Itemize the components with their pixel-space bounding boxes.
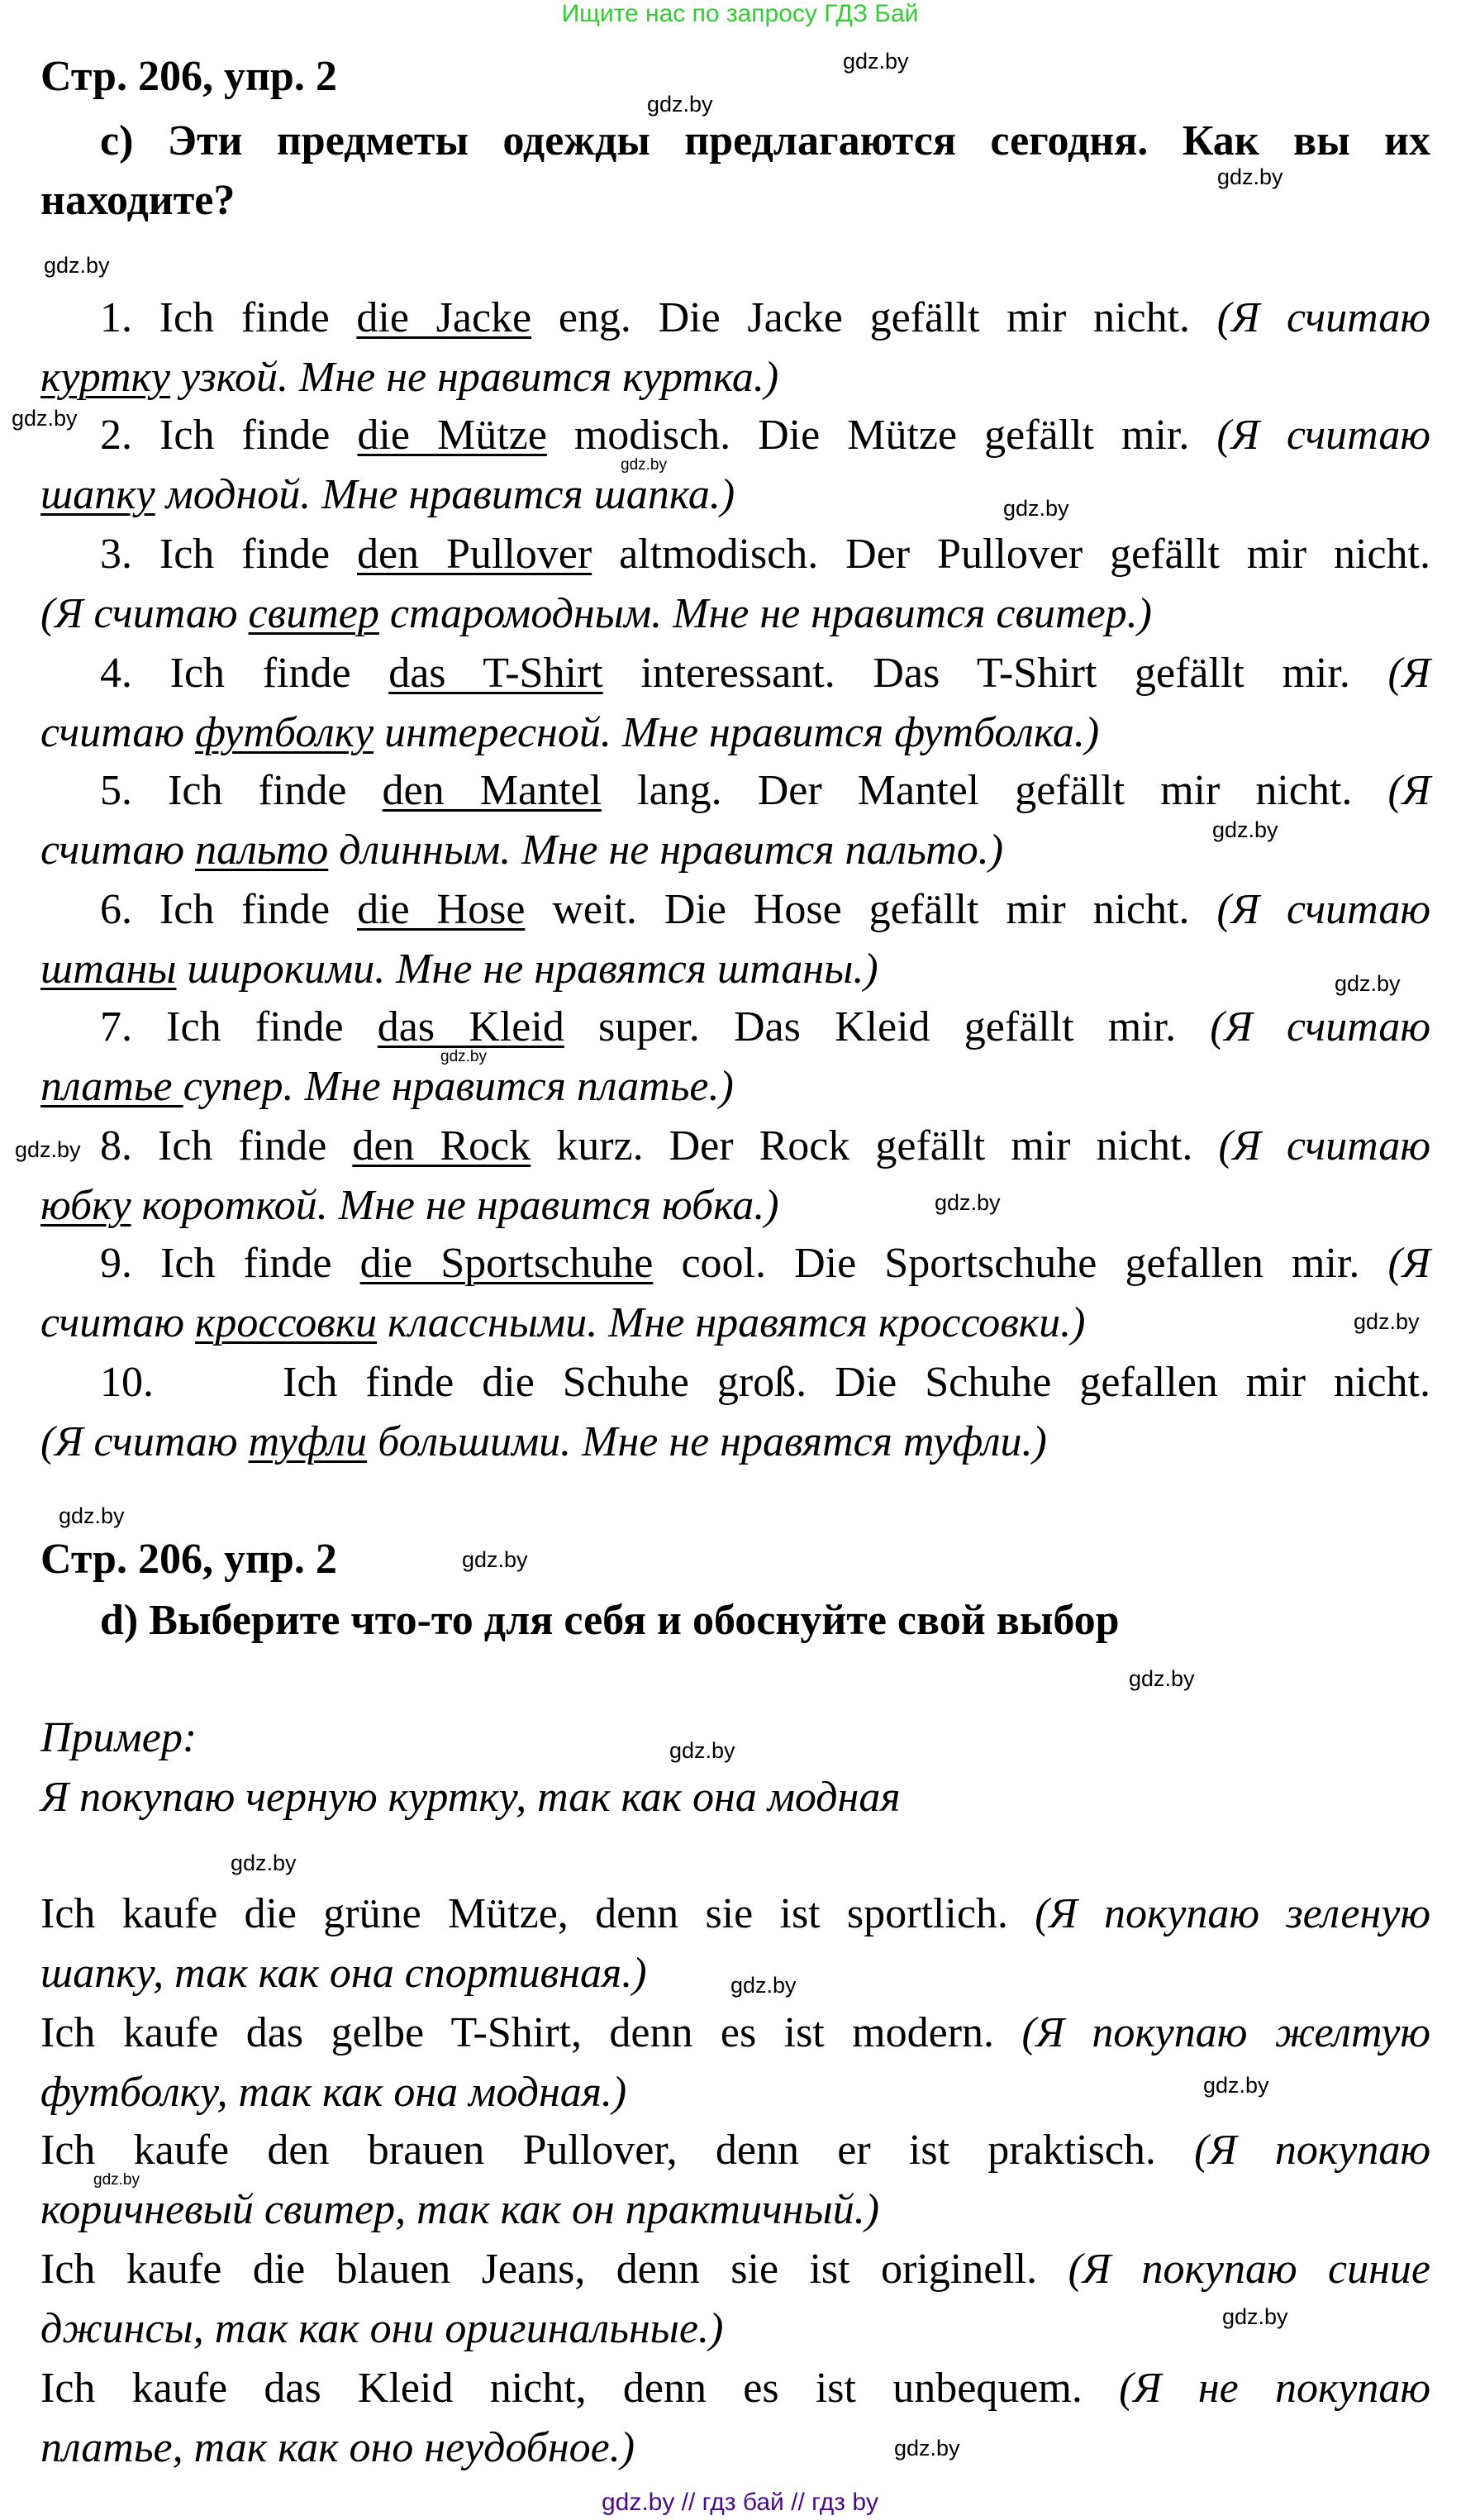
watermark: gdz.by xyxy=(1222,2304,1288,2329)
task-heading-cont: находите? xyxy=(40,177,236,224)
translation-text: (Я считаю xyxy=(1218,1122,1431,1169)
watermark: gdz.by xyxy=(935,1190,1001,1215)
text-line xyxy=(40,2129,1430,2172)
translation-text: (Я xyxy=(1387,1240,1431,1287)
underlined-word: die Sportschuhe xyxy=(359,1240,654,1287)
sentence-text: Ich kaufe den brauen Pullover, denn er ist praktisch. xyxy=(40,2127,1195,2174)
text-line xyxy=(100,652,1430,695)
translation-text: классными. Мне нравятся кроссовки.) xyxy=(377,1299,1086,1346)
sentence-text: 10. xyxy=(100,1359,154,1406)
underlined-word: юбку xyxy=(40,1182,131,1229)
search-banner[interactable]: Ищите нас по запросу ГДЗ Бай xyxy=(561,0,919,27)
sentence-text: super. Das Kleid gefällt mir. xyxy=(564,1003,1211,1050)
page-title: Стр. 206, упр. 2 xyxy=(40,53,337,100)
translation-text: узкой. Мне не нравится куртка.) xyxy=(170,354,779,401)
translation-text: (Я покупаю синие xyxy=(1068,2246,1430,2293)
text-line xyxy=(100,1003,1430,1050)
translation-text: (Я считаю xyxy=(40,1418,249,1465)
translation-text: платье, так как оно неудобное.) xyxy=(40,2424,635,2471)
sentence-text: 8. Ich finde xyxy=(100,1122,353,1169)
sentence-text: lang. Der Mantel gefällt mir nicht. xyxy=(602,767,1388,814)
sentence-text: cool. Die Sportschuhe gefallen mir. xyxy=(653,1240,1388,1287)
text-line xyxy=(100,1122,1431,1169)
text-line xyxy=(40,356,778,399)
text-line xyxy=(40,2248,1430,2291)
watermark: gdz.by xyxy=(621,456,667,474)
text-line xyxy=(40,2009,1430,2056)
sentence-text: interessant. Das T-Shirt gefällt mir. xyxy=(602,650,1388,697)
text-line xyxy=(100,769,1430,812)
footer-links[interactable]: gdz.by // гдз бай // гдз by xyxy=(601,2489,879,2516)
underlined-word: куртку xyxy=(40,354,170,401)
underlined-word: пальто xyxy=(195,827,329,874)
translation-text: считаю xyxy=(40,709,196,756)
sentence-text: 7. Ich finde xyxy=(100,1003,378,1050)
watermark: gdz.by xyxy=(843,49,909,74)
watermark: gdz.by xyxy=(59,1503,125,1528)
translation-text: (Я считаю xyxy=(40,590,249,637)
watermark: gdz.by xyxy=(12,406,78,431)
translation-text: (Я не покупаю xyxy=(1119,2365,1431,2412)
translation-text: интересной. Мне нравится футболка.) xyxy=(374,709,1100,756)
watermark: gdz.by xyxy=(93,2171,140,2189)
sentence-text: 3. Ich finde xyxy=(100,531,357,578)
watermark: gdz.by xyxy=(44,253,110,278)
translation-text: модной. Мне нравится шапка.) xyxy=(155,471,735,518)
underlined-word: die Hose xyxy=(357,886,526,933)
watermark: gdz.by xyxy=(462,1547,528,1572)
watermark: gdz.by xyxy=(647,92,713,117)
page-title-2: Стр. 206, упр. 2 xyxy=(40,1536,337,1583)
watermark: gdz.by xyxy=(669,1738,735,1763)
sentence-text: 6. Ich finde xyxy=(100,886,358,933)
underlined-word: шапку xyxy=(40,471,155,518)
sentence-text: modisch. Die Mütze gefällt mir. xyxy=(546,412,1217,459)
text-line xyxy=(40,1184,779,1227)
watermark: gdz.by xyxy=(894,2436,960,2460)
text-line xyxy=(100,1361,154,1404)
task-heading-2: d) Выберите что-то для себя и обоснуйте свой выбор xyxy=(100,1597,1120,1644)
text-line xyxy=(100,888,1430,931)
text-line xyxy=(40,1418,1047,1465)
text-line xyxy=(40,2424,635,2471)
underlined-word: кроссовки xyxy=(195,1299,378,1346)
sentence-text: kurz. Der Rock gefällt mir nicht. xyxy=(531,1122,1219,1169)
translation-text: считаю xyxy=(40,827,196,874)
watermark: gdz.by xyxy=(1212,817,1278,842)
translation-text: (Я покупаю зеленую xyxy=(1035,1890,1430,1937)
sentence-text: Ich kaufe das gelbe T-Shirt, denn es ist modern. xyxy=(40,2009,1022,2056)
translation-text: (Я считаю xyxy=(1216,294,1431,341)
watermark: gdz.by xyxy=(440,1048,487,1065)
sentence-text: 4. Ich finde xyxy=(100,650,389,697)
translation-text: старомодным. Мне не нравится свитер.) xyxy=(378,590,1152,637)
translation-text: короткой. Мне не нравится юбка.) xyxy=(131,1182,779,1229)
underlined-word: den Rock xyxy=(352,1122,531,1169)
translation-text: (Я покупаю xyxy=(1194,2127,1430,2174)
text-line xyxy=(40,2071,626,2114)
sentence-text: Ich finde die Schuhe groß. Die Schuhe gefallen mir nicht. xyxy=(283,1359,1430,1406)
translation-text: длинным. Мне не нравится пальто.) xyxy=(328,827,1004,874)
text-line xyxy=(40,2186,880,2233)
translation-text: широкими. Мне не нравятся штаны.) xyxy=(176,946,878,993)
translation-text: большими. Мне не нравятся туфли.) xyxy=(367,1418,1047,1465)
translation-text: (Я считаю xyxy=(1216,412,1430,459)
underlined-word: den Mantel xyxy=(382,767,602,814)
sentence-text: 5. Ich finde xyxy=(100,767,383,814)
watermark: gdz.by xyxy=(1203,2073,1269,2098)
text-line xyxy=(40,1952,647,1995)
underlined-word: das T-Shirt xyxy=(388,650,603,697)
translation-text: (Я xyxy=(1387,650,1430,697)
underlined-word: свитер xyxy=(248,590,379,637)
sentence-text: Ich kaufe das Kleid nicht, denn es ist unbequem. xyxy=(40,2365,1120,2412)
text-line xyxy=(40,709,1100,756)
sentence-text: 1. Ich finde xyxy=(100,294,357,341)
watermark: gdz.by xyxy=(1129,1666,1195,1691)
underlined-word: туфли xyxy=(248,1418,368,1465)
translation-text: супер. Мне нравится платье.) xyxy=(183,1063,734,1110)
text-line xyxy=(100,533,1430,576)
text-line xyxy=(40,1890,1430,1937)
sentence-text: 2. Ich finde xyxy=(100,412,358,459)
text-line xyxy=(40,2367,1430,2410)
underlined-word: den Pullover xyxy=(356,531,592,578)
translation-text: футболку, так как она модная.) xyxy=(40,2069,627,2116)
translation-text: (Я покупаю желтую xyxy=(1021,2009,1430,2056)
sentence-text: Ich kaufe die blauen Jeans, denn sie ist originell. xyxy=(40,2246,1068,2293)
underlined-word: футболку xyxy=(195,709,374,756)
sentence-text: weit. Die Hose gefällt mir nicht. xyxy=(525,886,1217,933)
text-line xyxy=(100,294,1431,341)
text-line xyxy=(40,471,735,518)
watermark: gdz.by xyxy=(15,1137,81,1162)
translation-text: шапку, так как она спортивная.) xyxy=(40,1950,647,1997)
watermark: gdz.by xyxy=(1335,971,1401,996)
watermark: gdz.by xyxy=(1217,164,1283,189)
text-line xyxy=(40,1065,734,1108)
sentence-text: Ich kaufe die grüne Mütze, denn sie ist sportlich. xyxy=(40,1890,1035,1937)
text-line xyxy=(100,414,1430,457)
underlined-word: die Mütze xyxy=(357,412,547,459)
translation-text: джинсы, так как они оригинальные.) xyxy=(40,2305,724,2352)
task-heading: c) Эти предметы одежды предлагаются сегодня. Как вы их xyxy=(100,117,1430,164)
text-line xyxy=(100,1242,1430,1285)
text-line xyxy=(283,1361,1430,1404)
text-line xyxy=(40,590,1152,637)
example-text: Я покупаю черную куртку, так как она модная xyxy=(40,1774,901,1821)
translation-text: коричневый свитер, так как он практичный.) xyxy=(40,2186,880,2233)
sentence-text: altmodisch. Der Pullover gefällt mir nicht. xyxy=(592,531,1430,578)
text-line xyxy=(40,948,878,991)
translation-text: считаю xyxy=(40,1299,196,1346)
underlined-word: die Jacke xyxy=(356,294,532,341)
text-line xyxy=(40,2305,724,2352)
text-line xyxy=(40,829,1003,872)
translation-text: (Я xyxy=(1387,767,1430,814)
watermark: gdz.by xyxy=(1003,496,1069,521)
watermark: gdz.by xyxy=(1354,1309,1420,1334)
watermark: gdz.by xyxy=(730,1973,797,1998)
underlined-word: платье xyxy=(40,1063,183,1110)
text-line xyxy=(40,1299,1086,1346)
sentence-text: 9. Ich finde xyxy=(100,1240,360,1287)
translation-text: (Я считаю xyxy=(1216,886,1431,933)
example-label: Пример: xyxy=(40,1714,197,1761)
sentence-text: eng. Die Jacke gefällt mir nicht. xyxy=(531,294,1217,341)
translation-text: (Я считаю xyxy=(1210,1003,1430,1050)
watermark: gdz.by xyxy=(231,1851,297,1875)
underlined-word: das Kleid xyxy=(377,1003,564,1050)
underlined-word: штаны xyxy=(40,946,177,993)
